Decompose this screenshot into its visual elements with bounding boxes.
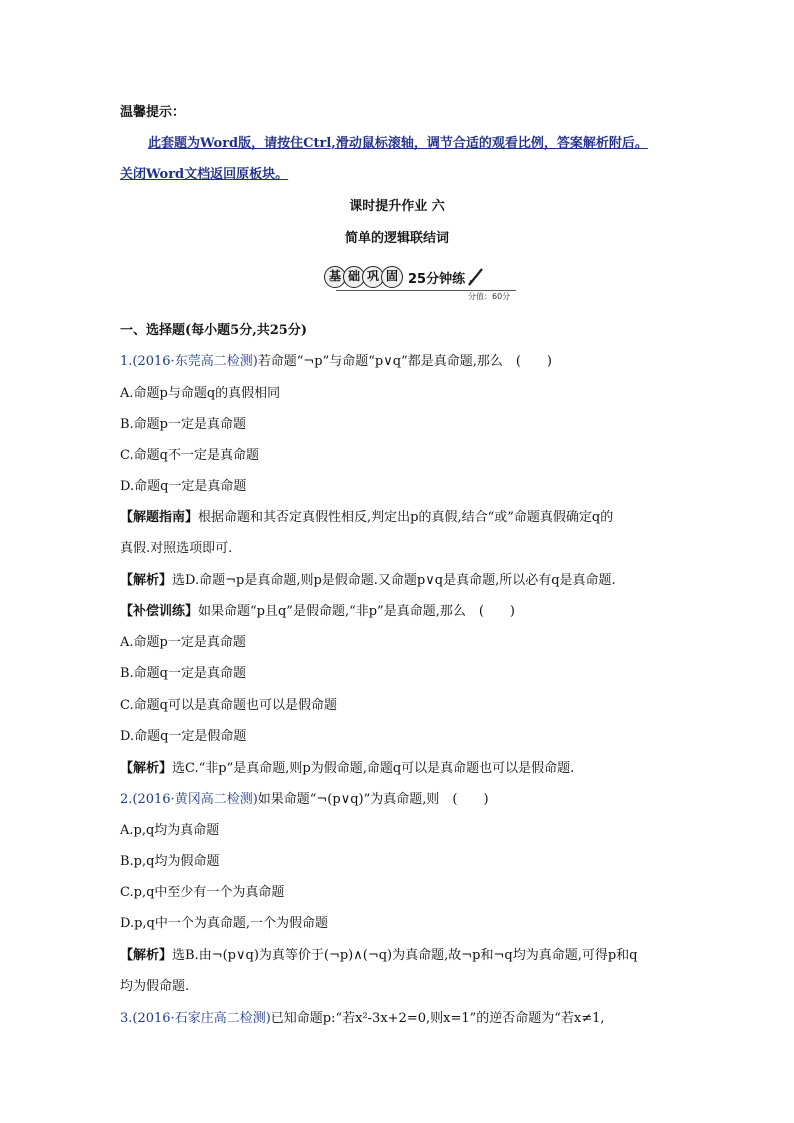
- pencil-icon: [467, 267, 485, 287]
- question-source: 3.(2016·石家庄高二检测): [120, 1011, 271, 1026]
- analysis-2: [120, 947, 637, 965]
- score-label: 分值：60分: [468, 292, 511, 301]
- option: C.命题q可以是真命题也可以是假命题: [120, 698, 337, 713]
- option: B.命题q一定是真命题: [120, 666, 247, 681]
- analysis-text: 选B.由¬(p∨q)为真等价于(¬p)∧(¬q)为真命题,故¬p和¬q均为真命题,可得p和q: [172, 948, 638, 963]
- section-badge: [0, 266, 794, 302]
- section-heading: 一、选择题(每小题5分,共25分): [120, 323, 307, 338]
- extra-stem: [120, 603, 515, 621]
- tip-title: 温馨提示：: [120, 105, 186, 120]
- analysis-extra: [120, 760, 574, 778]
- extra-text: 如果命题“p且q”是假命题,“非p”是真命题,那么 ( ): [198, 604, 515, 619]
- option: A.命题p与命题q的真假相同: [120, 386, 281, 401]
- analysis-text: 选C.“非p”是真命题,则p为假命题,命题q可以是真命题也可以是假命题.: [172, 761, 575, 776]
- analysis-2-line-2: 均为假命题.: [120, 979, 190, 994]
- guide-text: 根据命题和其否定真假性相反,判定出p的真假,结合“或”命题真假确定q的: [198, 510, 614, 525]
- guide-line-2: 真假.对照选项即可.: [120, 541, 233, 556]
- option: A.命题p一定是真命题: [120, 635, 246, 650]
- analysis-tag: 【解析】: [120, 761, 173, 776]
- badge-char: 础: [343, 266, 365, 288]
- question-source: 1.(2016·东莞高二检测): [120, 354, 258, 369]
- option: D.命题q一定是真命题: [120, 479, 247, 494]
- analysis-text: 选D.命题¬p是真命题,则p是假命题.又命题p∨q是真命题,所以必有q是真命题.: [172, 573, 616, 588]
- badge-char: 基: [324, 266, 346, 288]
- question-2-stem: [120, 791, 489, 809]
- option: A.p,q均为真命题: [120, 823, 220, 838]
- guide-line-1: [120, 509, 613, 527]
- option: D.p,q中一个为真命题,一个为假命题: [120, 916, 329, 931]
- question-text: 已知命题p:“若x²-3x+2=0,则x=1”的逆否命题为“若x≠1,: [270, 1011, 605, 1026]
- badge-char: 巩: [362, 266, 384, 288]
- option: C.命题q不一定是真命题: [120, 448, 259, 463]
- badge-time: 25分钟练: [408, 271, 466, 287]
- analysis-1: [120, 572, 616, 590]
- question-text: 若命题“¬p”与命题“p∨q”都是真命题,那么 ( ): [257, 354, 552, 369]
- badge-char: 固: [381, 266, 403, 288]
- tip-line-1: 此套题为Word版，请按住Ctrl,滑动鼠标滚轴，调节合适的观看比例，答案解析附后。: [148, 136, 648, 151]
- option: B.p,q均为假命题: [120, 854, 220, 869]
- page-subtitle: 简单的逻辑联结词: [344, 231, 449, 246]
- analysis-tag: 【解析】: [120, 573, 173, 588]
- option: C.p,q中至少有一个为真命题: [120, 885, 285, 900]
- extra-tag: 【补偿训练】: [120, 604, 199, 619]
- question-text: 如果命题“¬(p∨q)”为真命题,则 ( ): [257, 792, 489, 807]
- question-3-stem: [120, 1010, 605, 1028]
- question-source: 2.(2016·黄冈高二检测): [120, 792, 258, 807]
- guide-tag: 【解题指南】: [120, 510, 199, 525]
- tip-line-2: 关闭Word文档返回原板块。: [120, 167, 289, 182]
- option: D.命题q一定是假命题: [120, 729, 247, 744]
- option: B.命题p一定是真命题: [120, 417, 247, 432]
- analysis-tag: 【解析】: [120, 948, 173, 963]
- question-1-stem: [120, 353, 552, 371]
- page-title: 课时提升作业 六: [349, 199, 445, 214]
